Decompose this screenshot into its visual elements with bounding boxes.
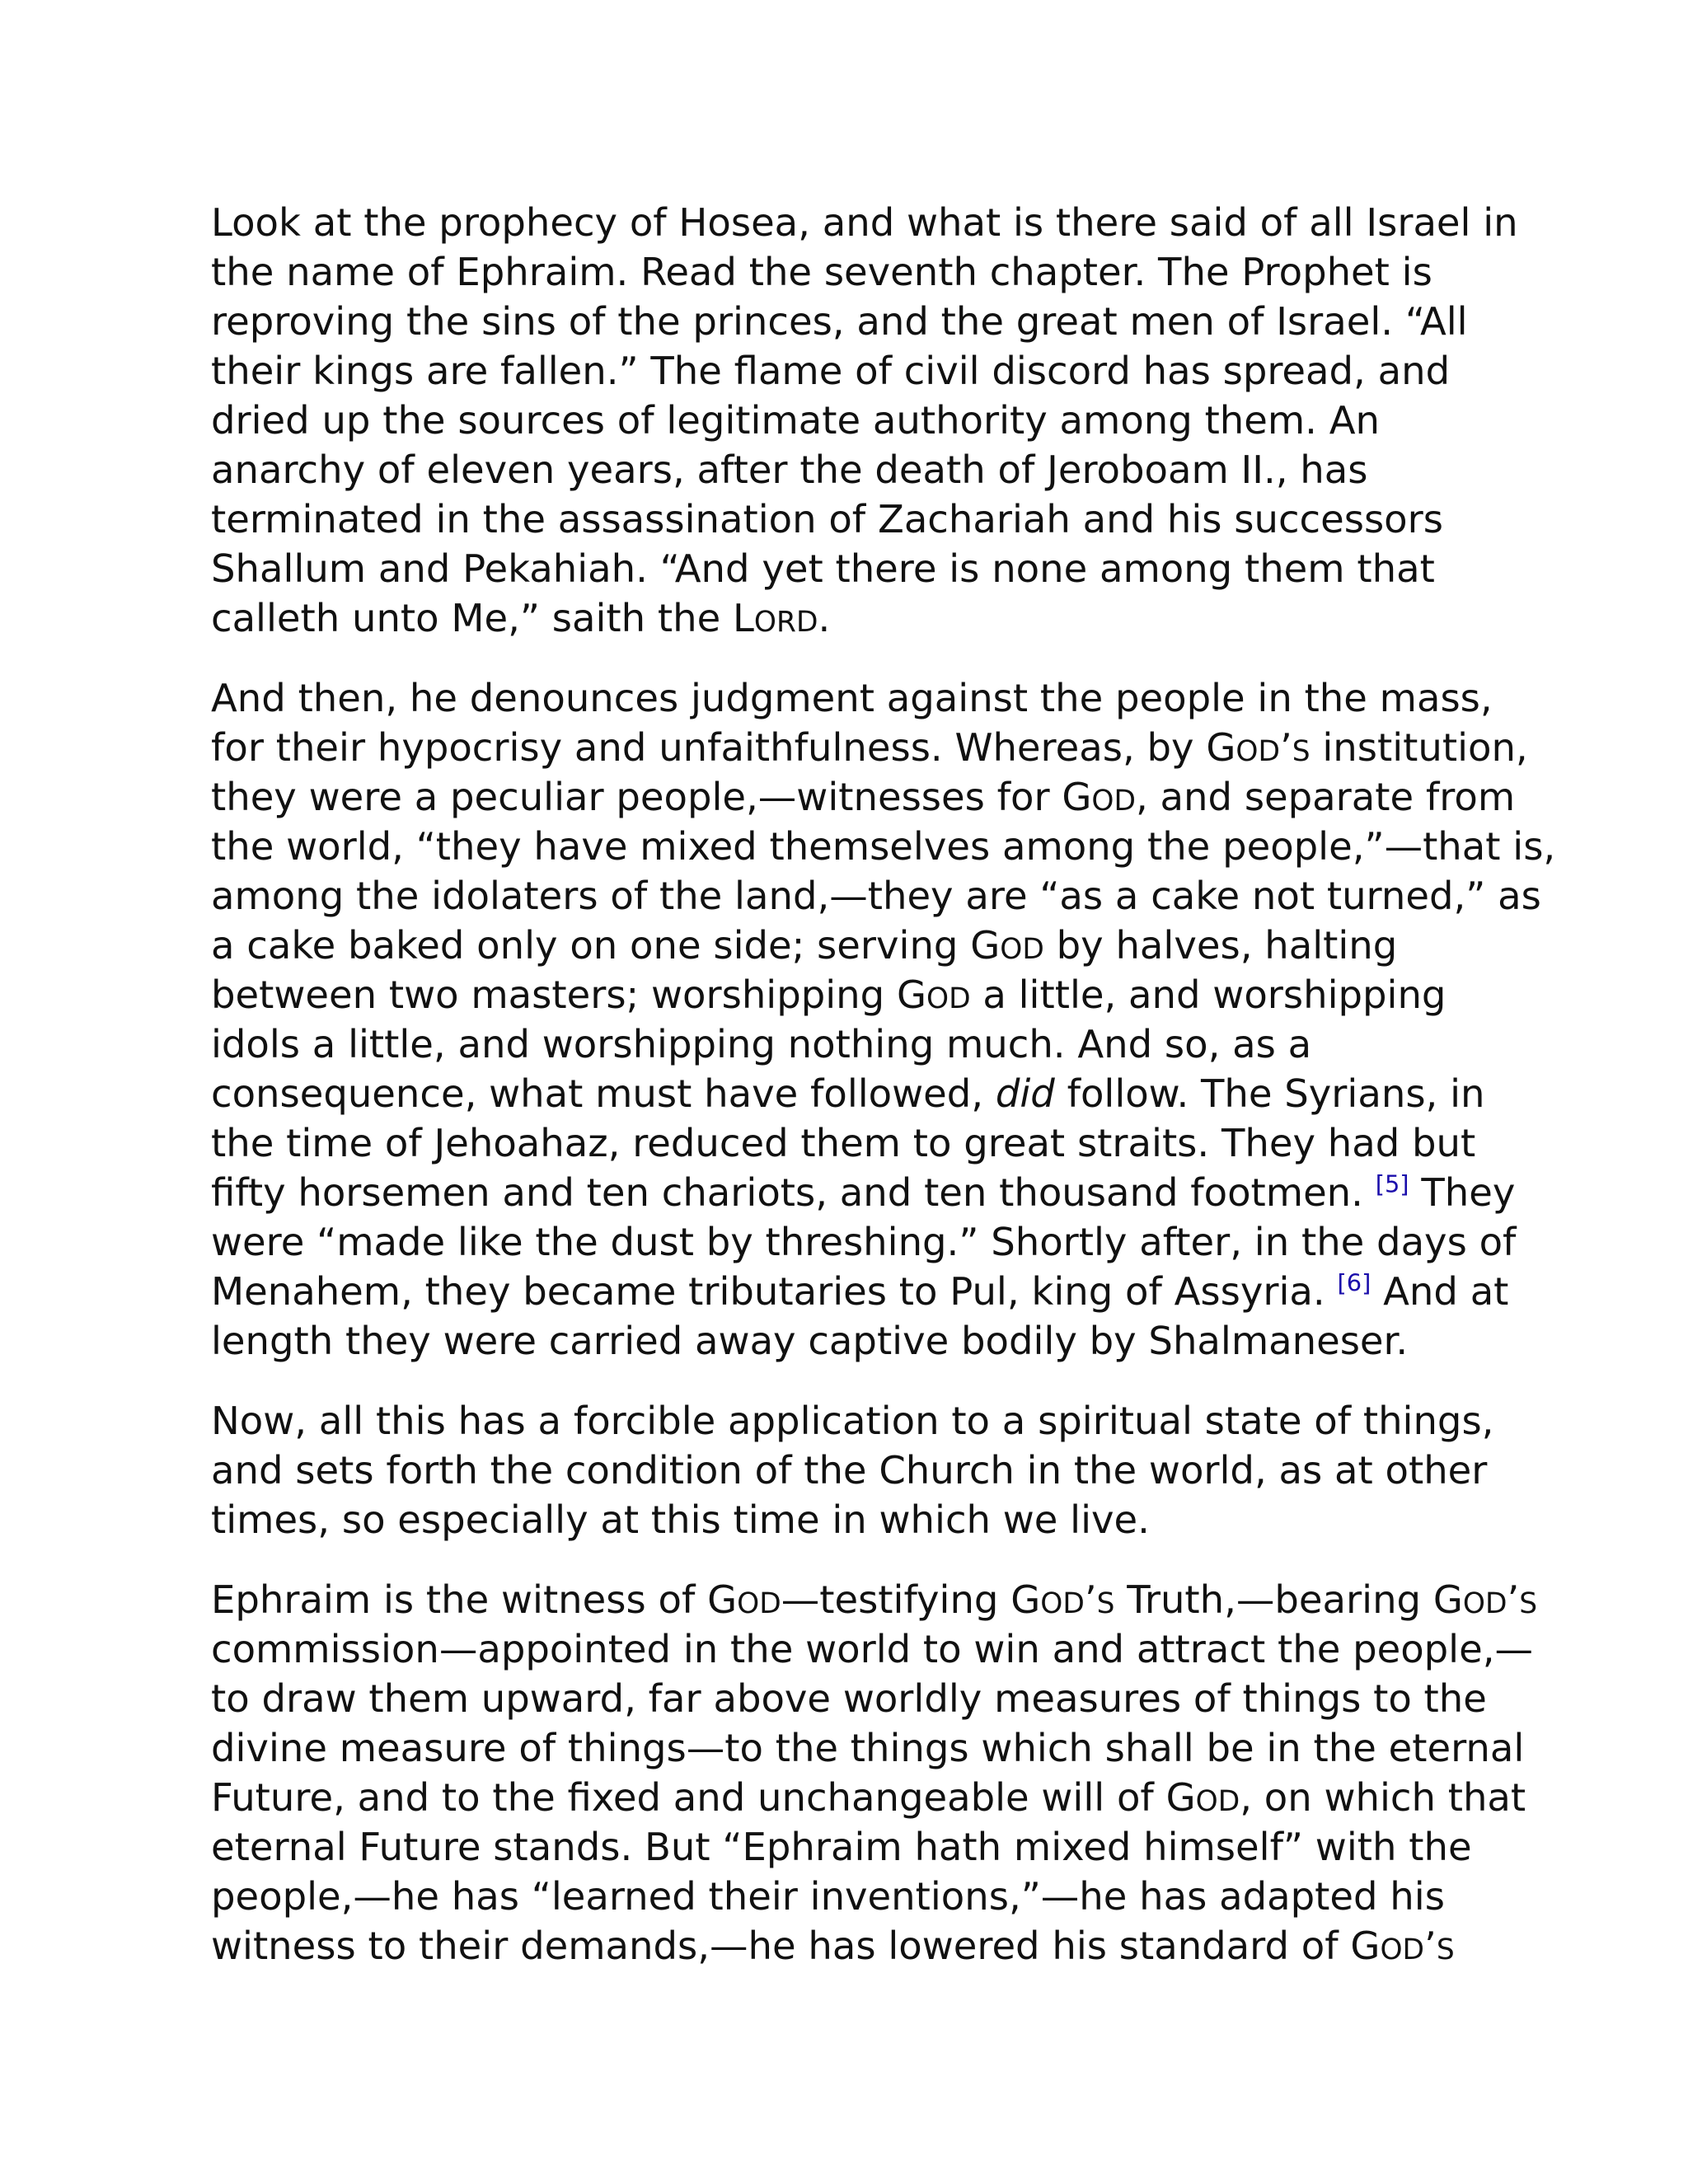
text-run: —testifying [781, 1577, 1011, 1622]
text-run: for their hypocrisy and unfaithfulness. Whereas, by [211, 725, 1207, 770]
text-line [211, 723, 1528, 772]
text-run: to draw them upward, far above worldly measures of things to the [211, 1676, 1487, 1721]
text-run: consequence, what must have followed, [211, 1071, 996, 1116]
small-caps-text: GOD’S [1350, 1924, 1455, 1968]
text-run: Now, all this has a forcible application to a spiritual state of things, [211, 1399, 1494, 1443]
text-line [211, 445, 1497, 494]
text-run: a little, and worshipping [970, 972, 1447, 1017]
text-line [211, 1069, 1497, 1118]
text-run: eternal Future stands. But “Ephraim hath mixed himself” with the [211, 1825, 1472, 1869]
paragraph [211, 673, 1556, 1366]
text-run: times, so especially at this time in which we live. [211, 1497, 1150, 1542]
text-run: the world, “they have mixed themselves among the people,”—that is, [211, 824, 1556, 869]
text-line [211, 1624, 1533, 1674]
text-line [211, 1118, 1497, 1168]
text-line [211, 1217, 1517, 1267]
text-run: , on which that [1240, 1775, 1526, 1820]
text-line [211, 396, 1497, 445]
text-run: Truth,—bearing [1114, 1577, 1433, 1622]
small-caps-text: GOD [970, 923, 1044, 968]
text-line [211, 871, 1541, 921]
text-line [211, 921, 1497, 970]
text-run: they were a peculiar people,—witnesses for [211, 775, 1062, 819]
text-run: And at [1371, 1269, 1509, 1314]
text-run: They [1409, 1170, 1516, 1215]
text-run: calleth unto Me,” saith the [211, 596, 733, 640]
text-run: Ephraim is the witness of [211, 1577, 708, 1622]
text-run: anarchy of eleven years, after the death of Jeroboam II., has [211, 448, 1368, 492]
text-line [211, 247, 1497, 297]
text-line [211, 1168, 1516, 1217]
text-run: by halves, halting [1043, 923, 1398, 968]
text-run: among the idolaters of the land,—they are “as a cake not turned,” as [211, 874, 1541, 918]
text-line [211, 494, 1497, 544]
text-line [211, 822, 1556, 871]
text-run: . [818, 596, 831, 640]
text-line [211, 1396, 1497, 1446]
document-page [211, 198, 1556, 2001]
small-caps-text: GOD’S [1206, 725, 1311, 770]
text-line [211, 673, 1497, 723]
text-line [211, 1575, 1538, 1624]
small-caps-text: GOD [1165, 1775, 1240, 1820]
text-run: their kings are fallen.” The flame of civil discord has spread, and [211, 349, 1451, 393]
text-run: terminated in the assassination of Zachariah and his successors [211, 497, 1443, 541]
small-caps-text: LORD [733, 596, 818, 640]
text-line [211, 198, 1518, 247]
text-line [211, 1267, 1509, 1316]
text-run: Menahem, they became tributaries to Pul, king of Assyria. [211, 1269, 1338, 1314]
text-line [211, 297, 1497, 346]
text-run: witness to their demands,—he has lowered his standard of [211, 1924, 1351, 1968]
text-run: length they were carried away captive bodily by Shalmaneser. [211, 1319, 1409, 1363]
text-run: institution, [1310, 725, 1528, 770]
text-line [211, 1019, 1497, 1069]
text-line [211, 1822, 1497, 1872]
text-line [211, 970, 1497, 1019]
text-line [211, 1773, 1526, 1822]
italic-text: did [995, 1071, 1055, 1116]
text-line [211, 1723, 1525, 1773]
text-run: a cake baked only on one side; serving [211, 923, 971, 968]
text-line [211, 1495, 1497, 1544]
text-run: And then, he denounces judgment against the people in the mass, [211, 676, 1493, 720]
footnote-link[interactable]: [6] [1337, 1268, 1372, 1297]
text-run: dried up the sources of legitimate authority among them. An [211, 398, 1381, 443]
text-line [211, 1921, 1497, 1971]
small-caps-text: GOD’S [1010, 1577, 1115, 1622]
text-line [211, 1446, 1497, 1495]
small-caps-text: GOD’S [1432, 1577, 1538, 1622]
text-line [211, 346, 1497, 396]
small-caps-text: GOD [896, 972, 971, 1017]
text-run: Shallum and Pekahiah. “And yet there is none among them that [211, 546, 1435, 591]
paragraph [211, 1396, 1497, 1544]
text-line [211, 593, 1497, 643]
text-run: and sets forth the condition of the Church in the world, as at other [211, 1448, 1488, 1493]
paragraph [211, 198, 1518, 643]
small-caps-text: GOD [707, 1577, 781, 1622]
text-run: divine measure of things—to the things which shall be in the eternal [211, 1726, 1525, 1770]
text-run: follow. The Syrians, in [1054, 1071, 1485, 1116]
text-run: the time of Jehoahaz, reduced them to great straits. They had but [211, 1121, 1476, 1165]
text-run: the name of Ephraim. Read the seventh chapter. The Prophet is [211, 250, 1432, 294]
text-run: between two masters; worshipping [211, 972, 897, 1017]
text-run: commission—appointed in the world to win and attract the people,— [211, 1627, 1533, 1671]
text-line [211, 772, 1516, 822]
footnote-link[interactable]: [5] [1375, 1169, 1409, 1198]
text-line [211, 1674, 1497, 1723]
text-run: people,—he has “learned their inventions,”—he has adapted his [211, 1874, 1445, 1919]
text-run: were “made like the dust by threshing.” Shortly after, in the days of [211, 1220, 1517, 1264]
text-line [211, 1872, 1497, 1921]
small-caps-text: GOD [1062, 775, 1136, 819]
text-run: , and separate from [1136, 775, 1516, 819]
text-run: Future, and to the fixed and unchangeable will of [211, 1775, 1166, 1820]
text-line [211, 544, 1497, 593]
text-run: fifty horsemen and ten chariots, and ten thousand footmen. [211, 1170, 1376, 1215]
text-line [211, 1316, 1497, 1366]
text-run: reproving the sins of the princes, and the great men of Israel. “All [211, 299, 1468, 344]
text-run: Look at the prophecy of Hosea, and what is there said of all Israel in [211, 200, 1518, 245]
text-run: idols a little, and worshipping nothing much. And so, as a [211, 1022, 1312, 1066]
paragraph [211, 1575, 1538, 1971]
